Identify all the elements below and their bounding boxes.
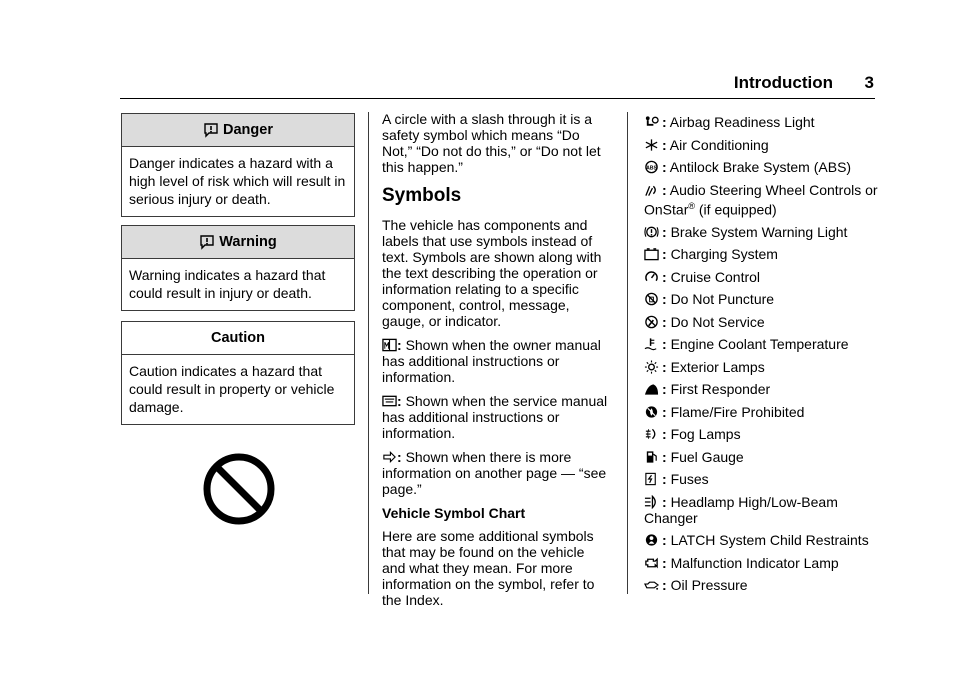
warning-box-header [122, 226, 354, 259]
symbol-label: LATCH System Child Restraints [670, 532, 869, 549]
warning-title: Warning [219, 234, 277, 250]
fuel-gauge-icon [644, 450, 659, 464]
service-manual-item [382, 393, 610, 441]
registered-mark: ® [688, 200, 695, 211]
first-responder-icon [644, 382, 659, 396]
symbol-label: Fog Lamps [670, 426, 741, 443]
danger-box-header [122, 114, 354, 147]
symbol-label: Do Not Service [670, 313, 765, 330]
symbol-label: Engine Coolant Temperature [670, 336, 849, 353]
warning-box [121, 225, 355, 311]
colon: : [397, 449, 402, 465]
abs-icon [644, 160, 659, 174]
airbag-icon [644, 115, 659, 129]
fog-lamps-icon [644, 427, 659, 441]
fuses-icon [644, 472, 659, 486]
see-page-text: Shown when there is more information on another page — “see page.” [382, 449, 607, 497]
caution-body: Caution indicates a hazard that could result in property or vehicle damage. [129, 363, 335, 415]
air-conditioning-icon [644, 138, 659, 152]
list-item: : Fuses [644, 471, 880, 487]
list-item: ABS : Antilock Brake System (ABS) [644, 159, 880, 175]
symbol-label: First Responder [670, 381, 771, 398]
page-header-title: Introduction [733, 73, 833, 92]
warning-body: Warning indicates a hazard that could result in injury or death. [129, 267, 326, 301]
list-item: : Exterior Lamps [644, 359, 880, 375]
do-not-service-icon [644, 315, 659, 329]
list-item: : Fog Lamps [644, 426, 880, 442]
symbol-label: Cruise Control [670, 268, 761, 285]
symbol-label: Antilock Brake System (ABS) [669, 159, 852, 175]
caution-box-header [122, 322, 354, 355]
symbol-label: Fuel Gauge [670, 448, 744, 465]
column-divider-2 [627, 112, 628, 594]
symbol-label: Audio Steering Wheel Controls or OnStar [644, 181, 878, 218]
danger-body: Danger indicates a hazard with a high level of risk which will result in serious injury or death. [129, 155, 346, 207]
vehicle-symbol-chart-heading: Vehicle Symbol Chart [382, 505, 526, 521]
circle-slash-text: A circle with a slash through it is a safety symbol which means “Do Not,” “Do not do this,” or “Do not let this happen.” [382, 111, 601, 175]
oil-pressure-icon [644, 578, 659, 592]
list-item: : Fuel Gauge [644, 449, 880, 465]
list-item: : Cruise Control [644, 269, 880, 285]
list-item: : Do Not Puncture [644, 291, 880, 307]
service-manual-text: Shown when the service manual has additional instructions or information. [382, 393, 608, 441]
symbol-list [644, 114, 880, 600]
symbol-label: Malfunction Indicator Lamp [670, 554, 839, 571]
latch-child-restraint-icon [644, 533, 659, 547]
owner-manual-item [382, 337, 610, 385]
list-item: : Malfunction Indicator Lamp [644, 555, 880, 571]
headlamp-beam-icon [644, 495, 659, 509]
symbols-intro: The vehicle has components and labels that use symbols instead of text. Symbols are shown along with the text describing the operation or information relating to a specific component, control, message, gauge, or indicator. [382, 217, 602, 329]
coolant-temperature-icon [644, 337, 659, 351]
caution-box [121, 321, 355, 425]
cruise-control-icon [644, 270, 659, 284]
caution-title: Caution [211, 330, 265, 346]
list-item: : Oil Pressure [644, 577, 880, 593]
list-item: : Flame/Fire Prohibited [644, 404, 880, 420]
middle-column [382, 111, 610, 616]
symbol-label: Air Conditioning [669, 136, 769, 153]
column-divider-1 [368, 112, 369, 594]
list-item: : LATCH System Child Restraints [644, 532, 880, 548]
header-divider [120, 98, 875, 99]
symbol-label: Do Not Puncture [670, 291, 775, 308]
symbol-label: Airbag Readiness Light [669, 114, 815, 130]
see-page-item [382, 449, 610, 497]
owner-manual-text: Shown when the owner manual has additional instructions or information. [382, 337, 601, 385]
battery-icon [644, 247, 659, 261]
brake-warning-icon [644, 225, 659, 239]
service-manual-icon [382, 394, 397, 408]
list-item: : Airbag Readiness Light [644, 114, 880, 130]
symbol-label: Flame/Fire Prohibited [670, 403, 805, 420]
owner-manual-icon [382, 338, 397, 352]
steering-wheel-controls-icon [644, 183, 659, 197]
exterior-lamps-icon [644, 360, 659, 374]
list-item: : Brake System Warning Light [644, 224, 880, 240]
symbol-label: Charging System [670, 246, 778, 263]
flame-prohibited-icon [644, 405, 659, 419]
warning-symbol-icon [199, 234, 215, 250]
symbol-label: Oil Pressure [670, 577, 748, 594]
colon: : [397, 393, 402, 409]
svg-text:ABS: ABS [646, 165, 657, 172]
symbol-label: Brake System Warning Light [670, 223, 848, 240]
check-engine-icon [644, 556, 659, 570]
list-item: : Engine Coolant Temperature [644, 336, 880, 352]
danger-title: Danger [223, 122, 273, 138]
vehicle-symbol-chart-intro: Here are some additional symbols that may be found on the vehicle and what they mean. For more information on the symbol, refer to the Index. [382, 528, 595, 608]
list-item: : Charging System [644, 246, 880, 262]
danger-box [121, 113, 355, 217]
do-not-puncture-icon [644, 292, 659, 306]
list-item: : Headlamp High/Low-Beam Changer [644, 493, 838, 526]
symbol-label: Headlamp High/Low-Beam Changer [644, 493, 838, 526]
list-item: : First Responder [644, 381, 880, 397]
symbol-label-suffix: (if equipped) [698, 201, 777, 218]
list-item: : Do Not Service [644, 314, 880, 330]
prohibition-icon [202, 452, 276, 526]
list-item: : Audio Steering Wheel Controls or OnStar® (if equipped) [644, 181, 878, 218]
symbol-label: Exterior Lamps [670, 358, 765, 375]
symbols-heading: Symbols [382, 185, 462, 206]
page-number: 3 [864, 73, 874, 92]
list-item: : Air Conditioning [644, 137, 880, 153]
symbol-label: Fuses [670, 471, 709, 488]
see-page-icon [382, 450, 397, 464]
colon: : [397, 337, 402, 353]
warning-symbol-icon [203, 122, 219, 138]
